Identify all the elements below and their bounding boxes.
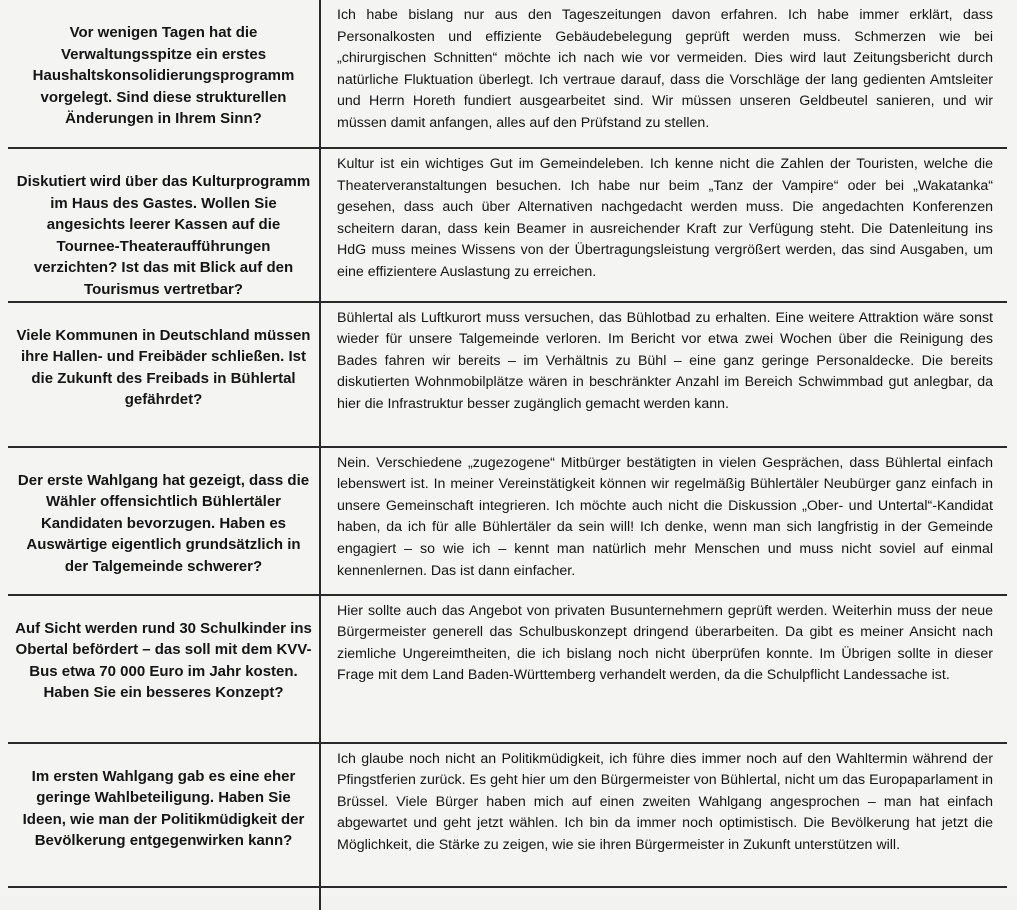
table-row (8, 0, 1007, 148)
answer-cell (320, 148, 1007, 302)
answer-text: Ich habe bislang nur aus den Tageszeitungen davon erfahren. Ich habe immer erklärt, dass Personalkosten und effiziente Gebäudebelegung geprüft werden muss. Schmerzen wie bei „chirurgischen Schnitten“ möchte ich nach wie vor vermeiden. Dies wird laut Zeitungsbericht durch natürliche Fluktuation überlegt. Ich vertraue darauf, dass die Vorschläge der lang gedienten Amtsleiter und Herrn Horeth fundiert ausgearbeitet sind. Wir müssen unseren Geldbeutel sanieren, und wir müssen damit anfangen, alles auf den Prüfstand zu stellen. (337, 7, 993, 131)
question-text: Der erste Wahlgang hat gezeigt, dass die Wähler offensichtlich Bühlertäler Kandidaten bevorzugen. Haben es Auswärtige eigentlich grundsätzlich in der Talgemeinde schwerer? (17, 471, 310, 575)
answer-text: Ich glaube noch nicht an Politikmüdigkeit, ich führe dies immer noch auf den Wahltermin während der Pfingstferien zurück. Es geht hier um den Bürgermeister von Bühlertal, nicht um das Europaparlament in Brüssel. Viele Bürger haben mich auf einen zweiten Wahlgang angesprochen – man hat einfach abgewartet und geht jetzt wählen. Ich bin da immer noch optimistisch. Die Bevölkerung hat jetzt die Möglichkeit, die Stärke zu zeigen, wie sie ihren Bürgermeister in Zukunft unterstützen will. (337, 750, 993, 853)
answer-text: Bühlertal als Luftkurort muss versuchen, das Bühlotbad zu erhalten. Eine weitere Attraktion wäre sonst wieder für unsere Talgemeinde verloren. Im Bericht vor etwa zwei Wochen über die Reinigung des Bades fahren wir bereits – im Verhältnis zu Bühl – eine ganz geringe Personaldecke. Die bereits diskutierten Wohnmobilplätze wären in beschränkter Anzahl im Bereich Schwimmbad gut anlegbar, da hier die Infrastruktur besser zugänglich gemacht werden kann. (337, 309, 993, 412)
table-row (8, 148, 1007, 302)
question-text: Viele Kommunen in Deutschland müssen ihre Hallen- und Freibäder schließen. Ist die Zukunft des Freibads in Bühlertal gefährdet? (16, 326, 311, 409)
answer-cell (320, 447, 1007, 595)
answer-cell (320, 302, 1007, 447)
table-row (8, 887, 1007, 910)
question-cell (8, 887, 320, 910)
question-text: Auf Sicht werden rund 30 Schulkinder ins Obertal befördert – das soll mit dem KVV-Bus etwa 70 000 Euro im Jahr kosten. Haben Sie ein besseres Konzept? (15, 619, 312, 702)
answer-cell (320, 887, 1007, 910)
question-text: Diskutiert wird über das Kulturprogramm im Haus des Gastes. Wollen Sie angesichts leerer Kassen auf die Tournee-Theateraufführungen verzichten? Ist das mit Blick auf den Tourismus vertretbar? (16, 173, 311, 298)
answer-text: Nein. Verschiedene „zugezogene“ Mitbürger bestätigten in vielen Gesprächen, dass Bühlertal einfach lebenswert ist. In meiner Vereinstätigkeit können wir regelmäßig Bühlertäler Neubürger ganz einfach in unsere Gemeinschaft integrieren. Ich möchte auch nicht die Diskussion „Ober- und Untertal“-Kandidat haben, da ich für alle Bühlertäler da sein will! Ich denke, wenn man sich langfristig in der Gemeinde engagiert – so wie ich – kennt man natürlich mehr Menschen und muss nicht soviel auf einmal kennenlernen. Das ist dann einfacher. (337, 454, 993, 579)
question-cell (8, 302, 320, 447)
question-text: Vor wenigen Tagen hat die Verwaltungsspitze ein erstes Haushaltskonsolidierungsprogramm vorgelegt. Sind diese strukturellen Änderungen in Ihrem Sinn? (32, 24, 295, 128)
question-cell (8, 447, 320, 595)
answer-text: Hier sollte auch das Angebot von privaten Busunternehmern geprüft werden. Weiterhin muss der neue Bürgermeister generell das Schulbuskonzept dringend überarbeiten. Da gibt es meiner Ansicht nach ziemliche Ungereimtheiten, die ich bislang noch nicht überprüfen konnte. Im Übrigen sollte in dieser Frage mit dem Land Baden-Württemberg verhandelt werden, da die Schulpflicht Landessache ist. (337, 602, 993, 684)
question-cell (8, 595, 320, 743)
question-cell (8, 148, 320, 302)
answer-cell (320, 743, 1007, 887)
interview-table (8, 0, 1007, 910)
table-row (8, 743, 1007, 887)
answer-cell (320, 595, 1007, 743)
question-cell (8, 743, 320, 887)
table-row (8, 447, 1007, 595)
answer-cell (320, 0, 1007, 148)
table-row (8, 302, 1007, 447)
answer-text: Kultur ist ein wichtiges Gut im Gemeindeleben. Ich kenne nicht die Zahlen der Touristen, welche die Theaterveranstaltungen besuchen. Ich habe nur beim „Tanz der Vampire“ oder bei „Wakatanka“ gesehen, dass auch über Alternativen nachgedacht werden muss. Die angedachten Konferenzen scheitern daran, dass kein Beamer in ausreichender Kraft zur Verfügung steht. Die Datenleitung ins HdG muss meines Wissens von der Übertragungsleistung vergrößert werden, das sind Ausgaben, um eine effizientere Auslastung zu erreichen. (337, 156, 993, 280)
question-text: Im ersten Wahlgang gab es eine eher geringe Wahlbeteiligung. Haben Sie Ideen, wie man der Politikmüdigkeit der Bevölkerung entgegenwirken kann? (22, 767, 305, 850)
question-cell (8, 0, 320, 148)
table-row (8, 595, 1007, 743)
